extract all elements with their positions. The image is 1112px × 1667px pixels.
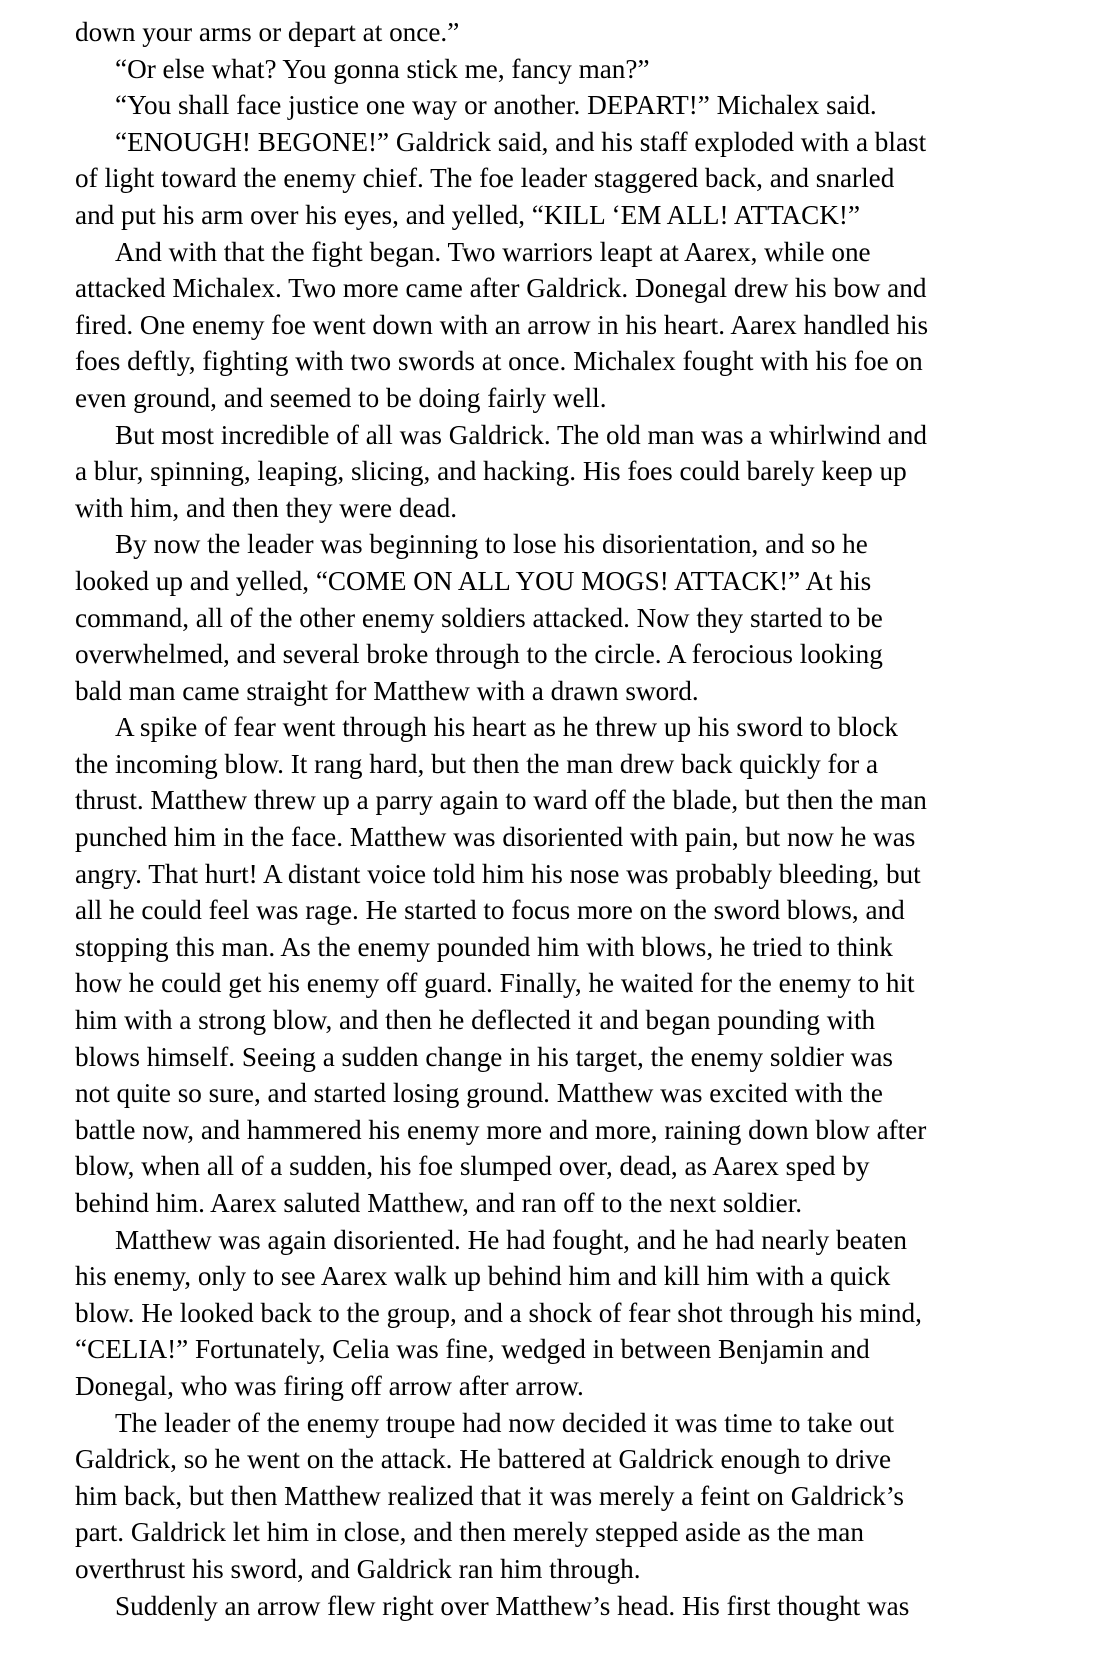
text-line: part. Galdrick let him in close, and then merely stepped aside as the man [75, 1517, 864, 1548]
text-line: blow. He looked back to the group, and a shock of fear shot through his mind, [75, 1297, 922, 1328]
text-line: how he could get his enemy off guard. Finally, he waited for the enemy to hit [75, 968, 915, 999]
paragraph-first-line: “ENOUGH! BEGONE!” Galdrick said, and his staff exploded with a blast [115, 126, 927, 157]
paragraph-first-line: But most incredible of all was Galdrick. The old man was a whirlwind and [115, 419, 927, 450]
text-line: angry. That hurt! A distant voice told him his nose was probably bleeding, but [75, 858, 921, 889]
paragraph-first-line: “You shall face justice one way or another. DEPART!” Michalex said. [115, 90, 877, 121]
text-line: of light toward the enemy chief. The foe leader staggered back, and snarled [75, 163, 895, 194]
text-line: command, all of the other enemy soldiers attacked. Now they started to be [75, 602, 883, 633]
text-line: all he could feel was rage. He started to focus more on the sword blows, and [75, 895, 905, 926]
text-line: stopping this man. As the enemy pounded him with blows, he tried to think [75, 931, 893, 962]
text-line: him with a strong blow, and then he deflected it and began pounding with [75, 1005, 876, 1036]
text-line: blow, when all of a sudden, his foe slumped over, dead, as Aarex sped by [75, 1151, 870, 1182]
text-line: bald man came straight for Matthew with a drawn sword. [75, 675, 699, 706]
paragraph-first-line: Matthew was again disoriented. He had fought, and he had nearly beaten [115, 1224, 907, 1255]
text-line: Donegal, who was firing off arrow after arrow. [75, 1370, 584, 1401]
text-line: punched him in the face. Matthew was disoriented with pain, but now he was [75, 822, 916, 853]
text-line: his enemy, only to see Aarex walk up behind him and kill him with a quick [75, 1261, 891, 1292]
text-line: foes deftly, fighting with two swords at once. Michalex fought with his foe on [75, 346, 923, 377]
text-line: looked up and yelled, “COME ON ALL YOU MOGS! ATTACK!” At his [75, 565, 872, 596]
paragraph-first-line: And with that the fight began. Two warriors leapt at Aarex, while one [115, 236, 871, 267]
text-line: him back, but then Matthew realized that it was merely a feint on Galdrick’s [75, 1480, 904, 1511]
text-line: overthrust his sword, and Galdrick ran him through. [75, 1553, 641, 1584]
paragraph-first-line: Suddenly an arrow flew right over Matthew’s head. His first thought was [115, 1590, 910, 1621]
text-line: attacked Michalex. Two more came after Galdrick. Donegal drew his bow and [75, 273, 927, 304]
paragraph-first-line: By now the leader was beginning to lose his disorientation, and so he [115, 529, 868, 560]
paragraph-first-line: A spike of fear went through his heart as he threw up his sword to block [115, 712, 898, 743]
text-line: not quite so sure, and started losing ground. Matthew was excited with the [75, 1078, 883, 1109]
text-line: blows himself. Seeing a sudden change in his target, the enemy soldier was [75, 1041, 893, 1072]
text-line: Galdrick, so he went on the attack. He battered at Galdrick enough to drive [75, 1444, 892, 1475]
text-line: a blur, spinning, leaping, slicing, and hacking. His foes could barely keep up [75, 456, 907, 487]
text-line: with him, and then they were dead. [75, 492, 458, 523]
text-line: “CELIA!” Fortunately, Celia was fine, wedged in between Benjamin and [75, 1334, 870, 1365]
text-line: thrust. Matthew threw up a parry again to ward off the blade, but then the man [75, 785, 927, 816]
document-page [75, 14, 1035, 1624]
text-line: behind him. Aarex saluted Matthew, and ran off to the next soldier. [75, 1188, 803, 1218]
text-line: even ground, and seemed to be doing fairly well. [75, 382, 607, 413]
paragraph-first-line: “Or else what? You gonna stick me, fancy man?” [115, 53, 650, 84]
paragraph-first-line: The leader of the enemy troupe had now decided it was time to take out [115, 1407, 895, 1438]
text-line: overwhelmed, and several broke through to the circle. A ferocious looking [75, 639, 883, 670]
text-line: and put his arm over his eyes, and yelled, “KILL ‘EM ALL! ATTACK!” [75, 199, 861, 230]
text-line: battle now, and hammered his enemy more and more, raining down blow after [75, 1114, 927, 1145]
text-line: down your arms or depart at once.” [75, 17, 460, 47]
text-line: fired. One enemy foe went down with an arrow in his heart. Aarex handled his [75, 309, 929, 340]
text-line: the incoming blow. It rang hard, but then the man drew back quickly for a [75, 748, 879, 779]
